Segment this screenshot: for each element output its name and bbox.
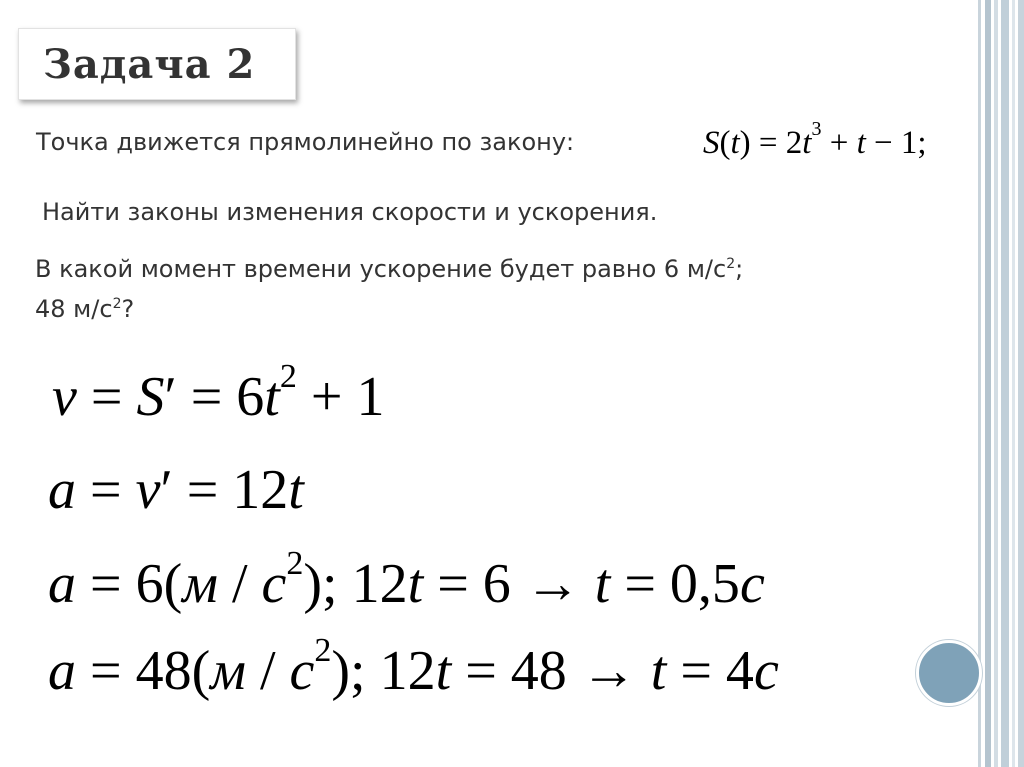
exp: 2 (314, 632, 332, 669)
question-text: 48 м/с (35, 295, 113, 323)
law-t2: t (802, 125, 812, 161)
sym: v (135, 459, 161, 521)
op: = 6( (76, 553, 183, 615)
exp: 2 (286, 545, 304, 582)
slide-title: Задача 2 (43, 41, 256, 88)
op: ′ = 6 (164, 366, 265, 428)
sym: a (48, 640, 76, 702)
decor-stripe (978, 0, 981, 767)
op: = (76, 459, 136, 521)
question-exp: 2 (112, 296, 122, 312)
sym: с (753, 640, 779, 702)
exp: 2 (279, 358, 297, 395)
op: = 4 (666, 640, 754, 702)
decor-stripe (1001, 0, 1009, 767)
solution-equation-1 (48, 545, 765, 616)
decor-stripe (985, 0, 991, 767)
title-box (18, 28, 296, 100)
decor-stripe (1012, 0, 1015, 767)
op: ′ = 12 (160, 459, 289, 521)
decor-stripe (994, 0, 998, 767)
solution-equation-2 (48, 632, 779, 703)
acceleration-equation (48, 458, 304, 522)
question-exp: 2 (726, 256, 736, 272)
task-line: Найти законы изменения скорости и ускорения. (42, 198, 658, 226)
velocity-equation (52, 358, 384, 429)
law-close: ) = 2 (739, 125, 803, 161)
question-punct: ; (735, 255, 744, 283)
motion-law-formula (703, 118, 927, 162)
question-line-1 (35, 255, 743, 283)
sym: t (594, 553, 611, 615)
sym: a (48, 459, 76, 521)
sym: t (435, 640, 452, 702)
law-tail: − 1; (865, 125, 927, 161)
law-plus: + (821, 125, 857, 161)
sym: с (289, 640, 315, 702)
op: = (76, 366, 137, 428)
sym: v (52, 366, 77, 428)
op: ); 12 (303, 553, 408, 615)
law-exp: 3 (811, 118, 822, 140)
op: + 1 (296, 366, 385, 428)
sym: a (48, 553, 76, 615)
op: = 6 → (423, 553, 595, 615)
law-s: S (703, 125, 720, 161)
op: / (217, 553, 262, 615)
sym: t (407, 553, 424, 615)
op: = 48( (76, 640, 211, 702)
sym: t (650, 640, 667, 702)
sym: м (182, 553, 218, 615)
law-t3: t (856, 125, 866, 161)
decor-circle (916, 640, 982, 706)
op: = 48 → (451, 640, 651, 702)
op: ); 12 (331, 640, 436, 702)
statement-line: Точка движется прямолинейно по закону: (36, 128, 575, 156)
law-t: t (730, 125, 740, 161)
sym: S (136, 366, 165, 428)
question-punct: ? (121, 295, 135, 323)
sym: м (210, 640, 246, 702)
sym: с (261, 553, 287, 615)
op: / (245, 640, 290, 702)
sym: t (264, 366, 280, 428)
op: = 0,5 (610, 553, 740, 615)
decor-stripe (1018, 0, 1024, 767)
question-line-2 (35, 295, 134, 323)
sym: t (288, 459, 304, 521)
question-text: В какой момент времени ускорение будет равно 6 м/с (35, 255, 727, 283)
law-open: ( (719, 125, 731, 161)
sym: с (739, 553, 765, 615)
